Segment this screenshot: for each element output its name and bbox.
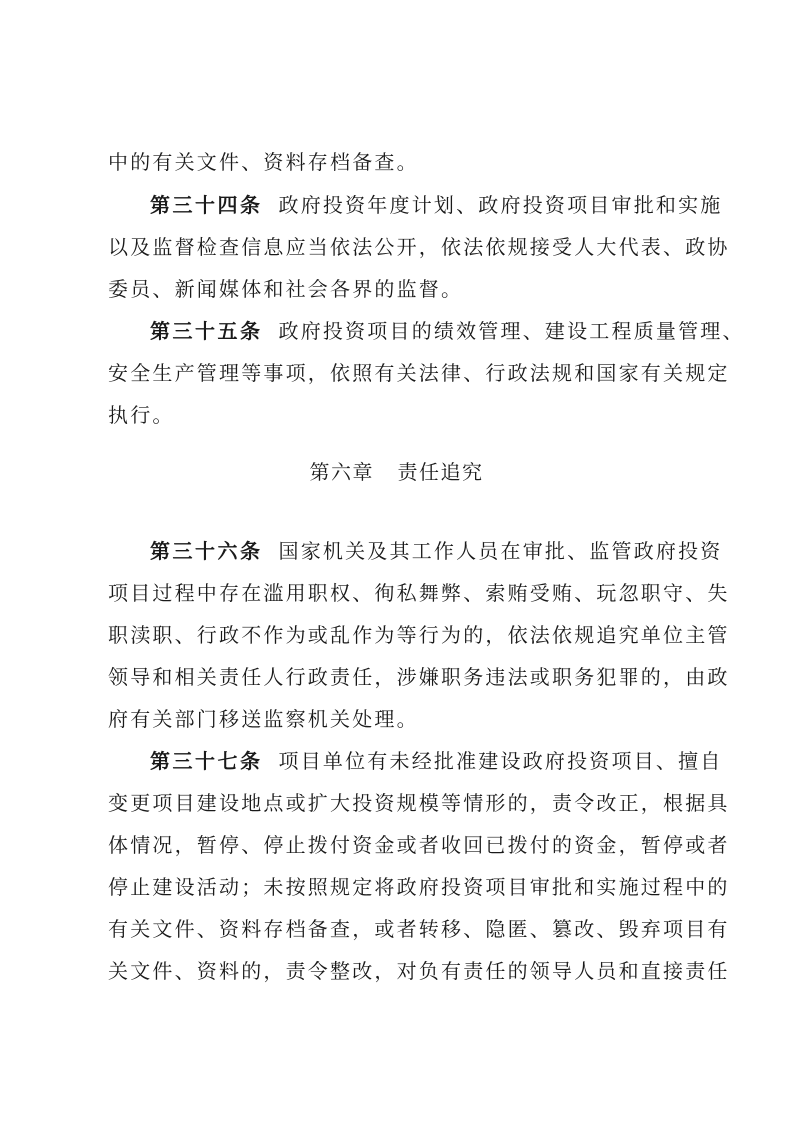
article-text: 政府投资项目的绩效管理、建设工程质量管理、	[278, 319, 745, 343]
article-first-line	[150, 531, 723, 571]
text-line: 安全生产管理等事项，依照有关法律、行政法规和国家有关规定	[108, 361, 730, 385]
text-line: 停止建设活动；未按照规定将政府投资项目审批和实施过程中的	[108, 875, 730, 899]
article-label: 第三十四条	[150, 193, 263, 217]
article-label: 第三十七条	[150, 749, 263, 773]
text-line: 有关文件、资料存档备查，或者转移、隐匿、篡改、毁弃项目有	[108, 917, 730, 941]
article-text: 项目单位有未经批准建设政府投资项目、擅自	[278, 749, 723, 773]
text-line: 执行。	[108, 403, 175, 427]
article-first-line	[150, 741, 723, 781]
text-line: 领导和相关责任人行政责任，涉嫌职务违法或职务犯罪的，由政	[108, 665, 730, 689]
text-line: 以及监督检查信息应当依法公开，依法依规接受人大代表、政协	[108, 235, 730, 259]
article-label: 第三十五条	[150, 319, 263, 343]
chapter-heading: 第六章 责任追究	[309, 460, 484, 484]
article-text: 国家机关及其工作人员在审批、监管政府投资	[278, 539, 723, 563]
text-line: 项目过程中存在滥用职权、徇私舞弊、索贿受贿、玩忽职守、失	[108, 581, 730, 605]
text-line: 府有关部门移送监察机关处理。	[108, 707, 419, 731]
article-text: 政府投资年度计划、政府投资项目审批和实施	[278, 193, 723, 217]
article-first-line	[150, 185, 723, 225]
text-line: 变更项目建设地点或扩大投资规模等情形的，责令改正，根据具	[108, 791, 730, 815]
article-first-line	[150, 311, 745, 351]
text-line: 委员、新闻媒体和社会各界的监督。	[108, 277, 464, 301]
text-line: 关文件、资料的，责令整改，对负有责任的领导人员和直接责任	[108, 959, 730, 983]
text-line: 职渎职、行政不作为或乱作为等行为的，依法依规追究单位主管	[108, 623, 730, 647]
text-line: 体情况，暂停、停止拨付资金或者收回已拨付的资金，暂停或者	[108, 833, 730, 857]
text-line: 中的有关文件、资料存档备查。	[108, 150, 419, 174]
article-label: 第三十六条	[150, 539, 263, 563]
